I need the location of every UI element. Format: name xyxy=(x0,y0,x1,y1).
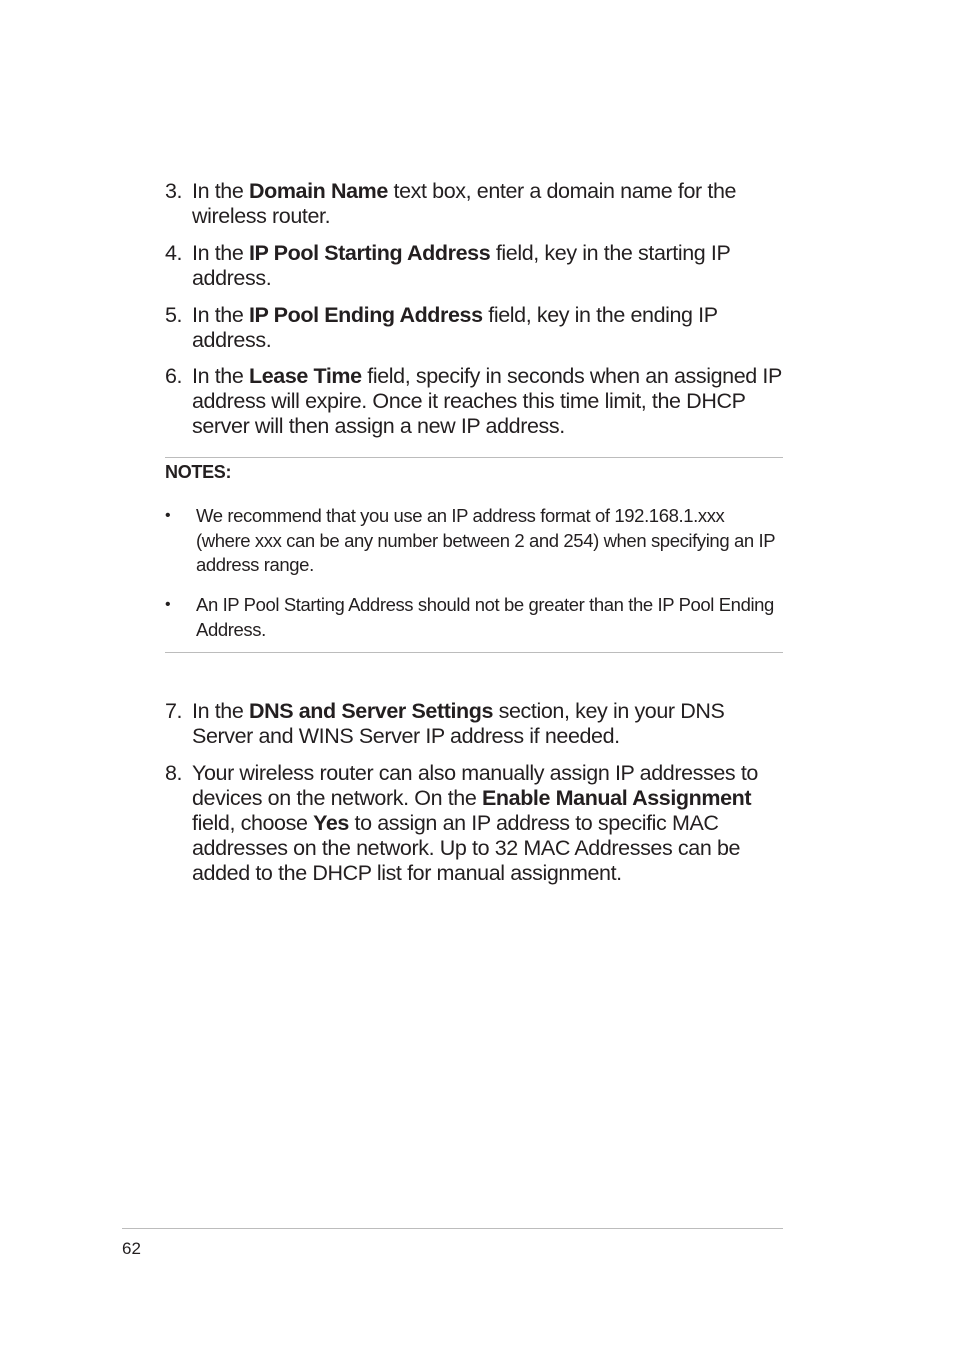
step-text-mid: field, choose xyxy=(192,811,314,835)
notes-top-divider xyxy=(165,457,783,458)
step-text-post: field, key in the starting IP address. xyxy=(192,241,731,290)
step-text-bold: IP Pool Starting Address xyxy=(248,241,491,265)
step-5 xyxy=(165,303,785,353)
step-text-pre: In the xyxy=(192,364,249,388)
step-text-bold: IP Pool Ending Address xyxy=(248,303,483,327)
note-text: An IP Pool Starting Address should not be greater than the IP Pool Ending Address. xyxy=(196,594,774,640)
notes-title: NOTES: xyxy=(165,462,232,482)
note-item xyxy=(165,593,783,642)
step-text-bold-yes: Yes xyxy=(313,811,349,835)
step-number: 8. xyxy=(165,761,183,785)
step-text-post: field, specify in seconds when an assigned IP address will expire. Once it reaches this time limit, the DHCP server will then assign a new IP address. xyxy=(192,364,782,438)
step-text-bold: Enable Manual Assignment xyxy=(481,786,752,810)
step-number: 5. xyxy=(165,303,183,327)
step-text-bold: Lease Time xyxy=(248,364,362,388)
bullet-icon: • xyxy=(165,507,171,524)
step-text xyxy=(192,179,785,229)
step-8 xyxy=(165,761,785,886)
footer-divider xyxy=(122,1228,783,1229)
step-text xyxy=(192,303,785,353)
step-text-post: text box, enter a domain name for the wireless router. xyxy=(192,179,737,228)
step-text-post: to assign an IP address to specific MAC addresses on the network. Up to 32 MAC Addresses can be added to the DHCP list for manual assignment. xyxy=(192,811,741,885)
notes-bottom-divider xyxy=(165,652,783,653)
note-item xyxy=(165,504,783,578)
step-3 xyxy=(165,179,785,229)
step-number: 3. xyxy=(165,179,183,203)
step-text-post: field, key in the ending IP address. xyxy=(192,303,718,352)
step-number: 7. xyxy=(165,699,183,723)
step-text xyxy=(192,699,785,749)
page-number: 62 xyxy=(122,1239,141,1258)
step-text-pre: In the xyxy=(192,241,249,265)
step-4 xyxy=(165,241,785,291)
step-text xyxy=(192,761,785,886)
step-7 xyxy=(165,699,785,749)
step-text xyxy=(192,241,785,291)
step-6 xyxy=(165,364,785,439)
step-text-pre: In the xyxy=(192,303,249,327)
step-text-bold: Domain Name xyxy=(248,179,388,203)
step-text-bold: DNS and Server Settings xyxy=(248,699,494,723)
step-text-pre: Your wireless router can also manually assign IP addresses to devices on the network. On the xyxy=(192,761,758,810)
note-text: We recommend that you use an IP address format of 192.168.1.xxx (where xxx can be any number between 2 and 254) when specifying an IP address range. xyxy=(196,505,775,575)
step-text-pre: In the xyxy=(192,699,249,723)
step-text xyxy=(192,364,785,439)
step-text-post: section, key in your DNS Server and WINS Server IP address if needed. xyxy=(192,699,725,748)
step-number: 6. xyxy=(165,364,183,388)
step-text-pre: In the xyxy=(192,179,249,203)
bullet-icon: • xyxy=(165,596,171,613)
step-number: 4. xyxy=(165,241,183,265)
